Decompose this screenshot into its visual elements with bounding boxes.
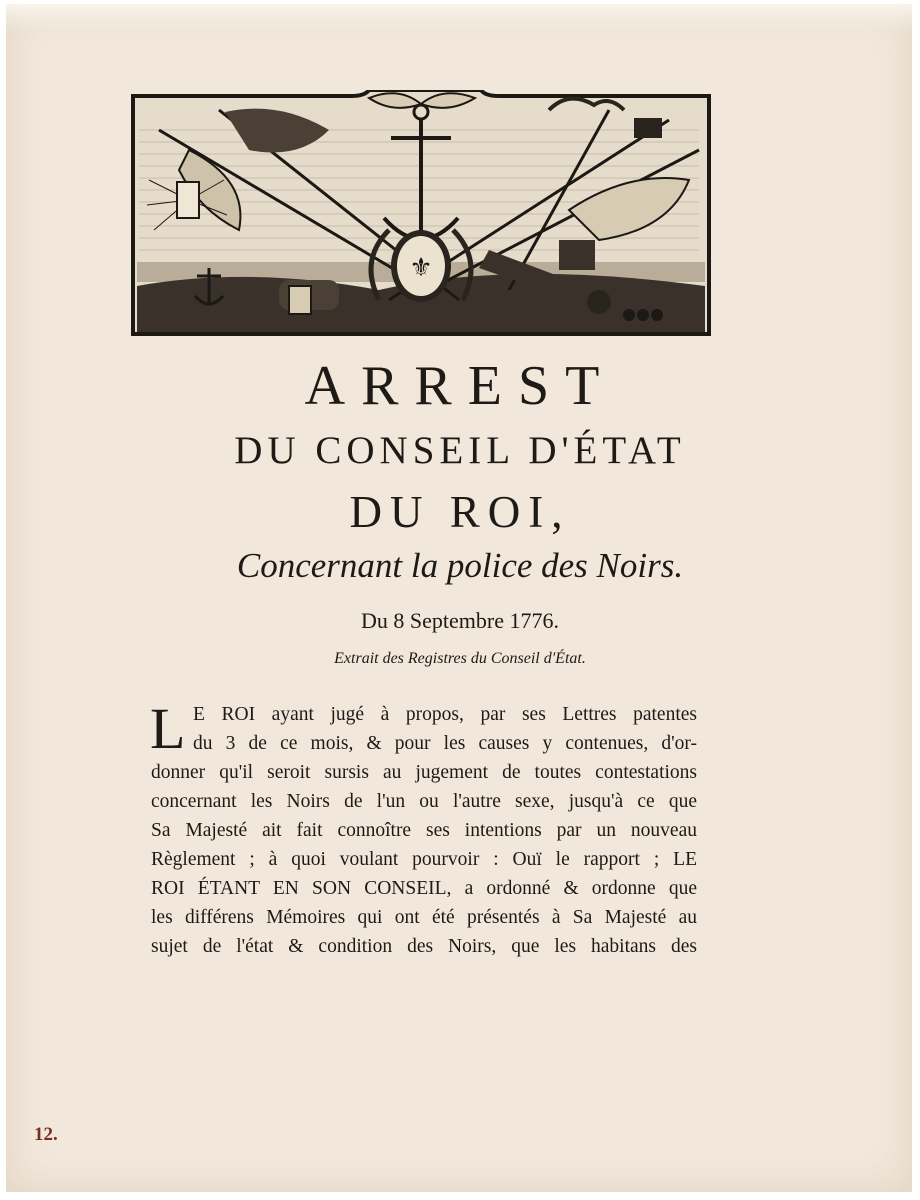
engraved-vignette bbox=[129, 90, 713, 338]
body-line: du 3 de ce mois, & pour les causes y contenues, d'or- bbox=[193, 733, 697, 754]
body-line: les différens Mémoires qui ont été présentés à Sa Majesté au bbox=[151, 907, 697, 928]
body-line: sujet de l'état & condition des Noirs, que les habitans des bbox=[151, 936, 697, 957]
registry-extract-note: Extrait des Registres du Conseil d'État. bbox=[334, 650, 586, 667]
body-paragraph bbox=[150, 696, 697, 961]
document-subtitle: DU CONSEIL D'ÉTAT bbox=[234, 429, 686, 472]
document-title: ARREST bbox=[304, 355, 616, 417]
svg-text:⚜: ⚜ bbox=[409, 253, 433, 283]
document-subject: Concernant la police des Noirs. bbox=[236, 546, 684, 585]
body-line: Règlement ; à quoi voulant pourvoir : Ouï le rapport ; LE bbox=[151, 849, 697, 870]
paper-edge bbox=[6, 4, 912, 32]
body-line: Sa Majesté ait fait connoître ses intentions par un nouveau bbox=[151, 820, 697, 841]
body-line: concernant les Noirs de l'un ou l'autre sexe, jusqu'à ce que bbox=[151, 791, 697, 812]
folio-number: 12. bbox=[34, 1124, 58, 1145]
vignette-engraving bbox=[129, 90, 713, 338]
document-subtitle-roi: DU ROI, bbox=[349, 487, 571, 537]
drop-cap: L bbox=[150, 696, 186, 761]
body-line: donner qu'il seroit sursis au jugement de toutes contestations bbox=[151, 762, 697, 783]
body-line: E ROI ayant jugé à propos, par ses Lettres patentes bbox=[193, 704, 697, 725]
body-line: ROI ÉTANT EN SON CONSEIL, a ordonné & ordonne que bbox=[151, 878, 697, 899]
document-date: Du 8 Septembre 1776. bbox=[361, 608, 559, 633]
